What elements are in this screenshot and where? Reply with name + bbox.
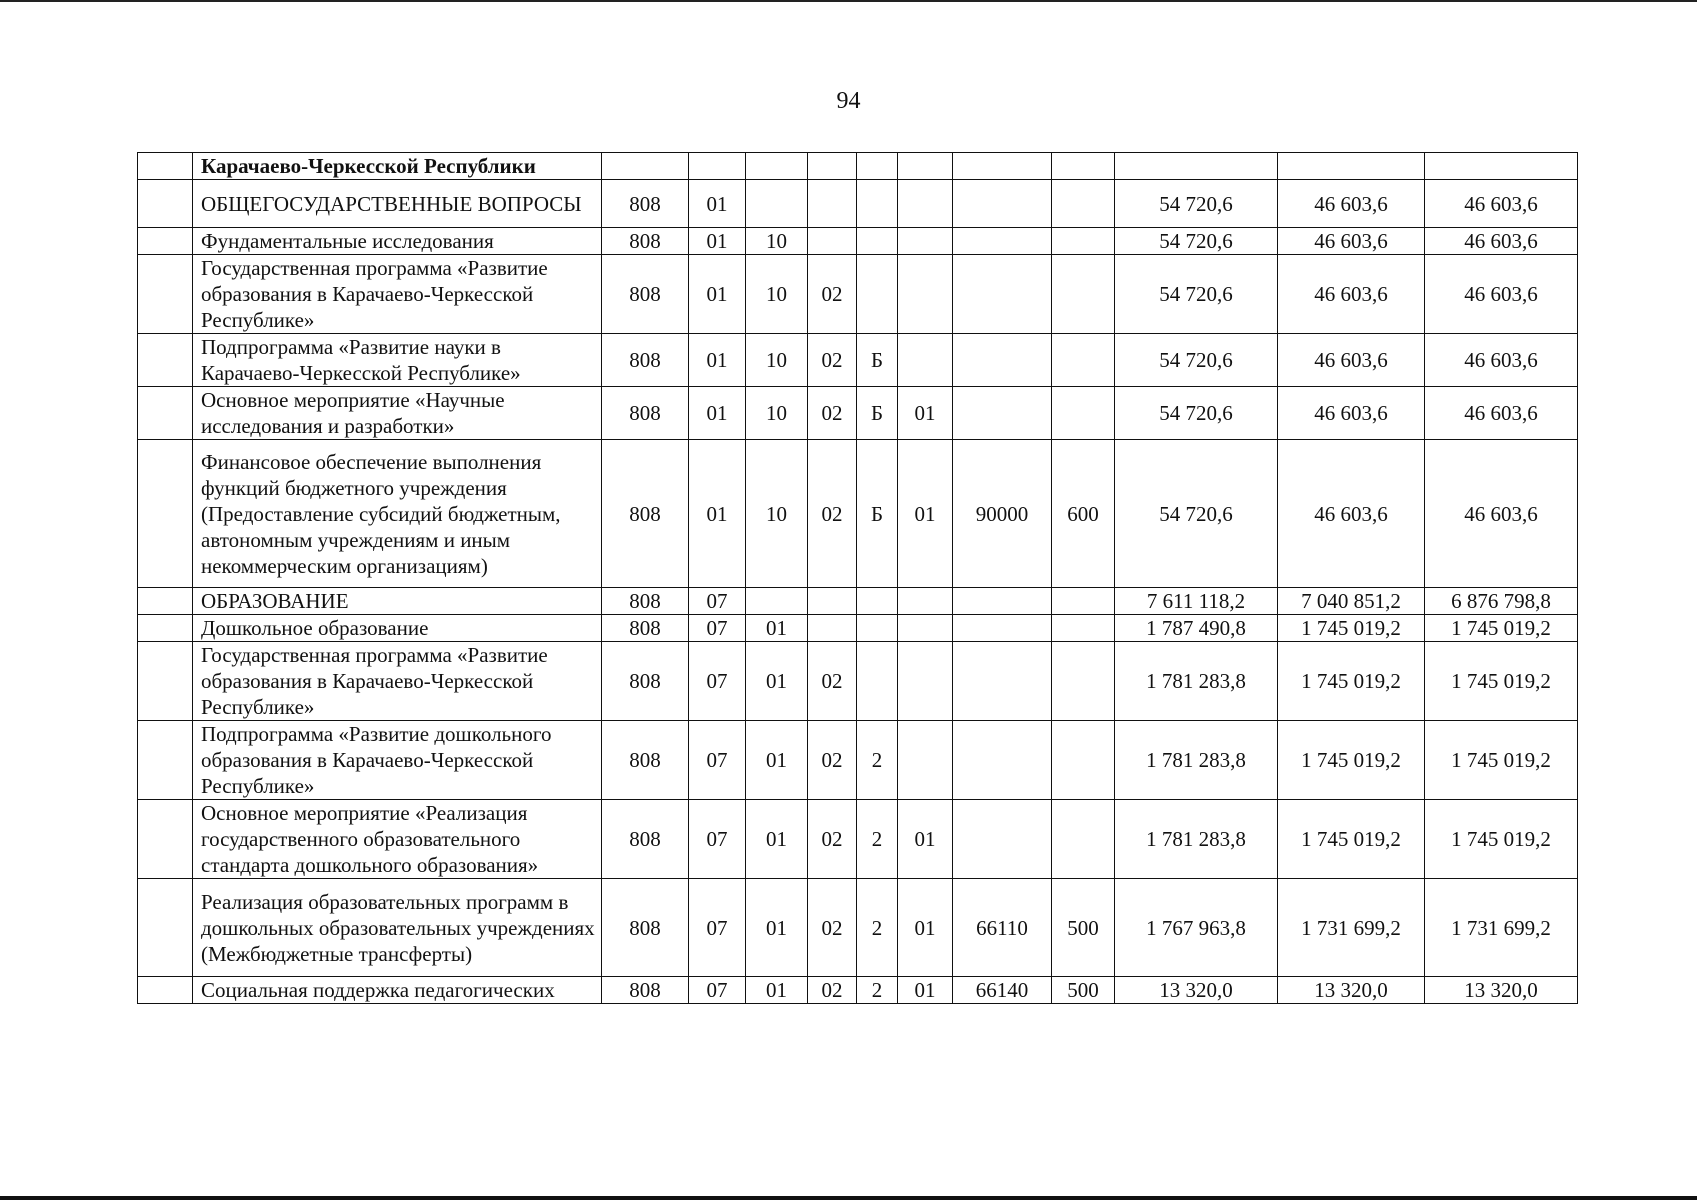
blank-cell — [138, 615, 193, 642]
code-direction: 66110 — [953, 879, 1052, 977]
amount-year-2: 46 603,6 — [1278, 387, 1425, 440]
amount-year-1: 7 611 118,2 — [1115, 588, 1278, 615]
code-direction — [953, 153, 1052, 180]
amount-year-3: 46 603,6 — [1425, 180, 1578, 228]
code-section: 07 — [689, 721, 746, 800]
code-subsection — [746, 588, 808, 615]
code-subsection: 01 — [746, 800, 808, 879]
code-section: 01 — [689, 180, 746, 228]
code-activity — [898, 153, 953, 180]
blank-cell — [138, 721, 193, 800]
blank-cell — [138, 153, 193, 180]
code-activity — [898, 615, 953, 642]
amount-year-1: 1 787 490,8 — [1115, 615, 1278, 642]
blank-cell — [138, 255, 193, 334]
code-ministry: 808 — [602, 800, 689, 879]
table-row — [138, 180, 1578, 228]
code-expense-type — [1052, 588, 1115, 615]
item-name: Карачаево-Черкесской Республики — [193, 153, 602, 180]
code-section: 07 — [689, 642, 746, 721]
amount-year-2: 7 040 851,2 — [1278, 588, 1425, 615]
amount-year-2: 1 745 019,2 — [1278, 800, 1425, 879]
amount-year-3: 1 745 019,2 — [1425, 615, 1578, 642]
code-expense-type — [1052, 180, 1115, 228]
amount-year-1: 54 720,6 — [1115, 440, 1278, 588]
code-expense-type — [1052, 255, 1115, 334]
amount-year-3: 1 745 019,2 — [1425, 800, 1578, 879]
code-subsection: 10 — [746, 387, 808, 440]
code-program: 02 — [808, 879, 857, 977]
code-ministry — [602, 153, 689, 180]
code-direction: 66140 — [953, 977, 1052, 1004]
code-program — [808, 153, 857, 180]
code-direction — [953, 721, 1052, 800]
code-activity: 01 — [898, 387, 953, 440]
amount-year-2 — [1278, 153, 1425, 180]
code-subprogram: Б — [857, 440, 898, 588]
code-ministry: 808 — [602, 588, 689, 615]
item-name: ОБЩЕГОСУДАРСТВЕННЫЕ ВОПРОСЫ — [193, 180, 602, 228]
code-activity — [898, 588, 953, 615]
code-activity: 01 — [898, 440, 953, 588]
code-direction — [953, 180, 1052, 228]
code-ministry: 808 — [602, 879, 689, 977]
code-subsection: 01 — [746, 879, 808, 977]
code-ministry: 808 — [602, 334, 689, 387]
blank-cell — [138, 334, 193, 387]
item-name: Государственная программа «Развитие образования в Карачаево-Черкесской Республике» — [193, 642, 602, 721]
code-direction — [953, 800, 1052, 879]
code-subprogram — [857, 180, 898, 228]
table-row — [138, 977, 1578, 1004]
item-name: Государственная программа «Развитие образования в Карачаево-Черкесской Республике» — [193, 255, 602, 334]
code-subprogram: 2 — [857, 977, 898, 1004]
amount-year-1: 1 767 963,8 — [1115, 879, 1278, 977]
code-ministry: 808 — [602, 977, 689, 1004]
code-subprogram: Б — [857, 334, 898, 387]
code-expense-type — [1052, 721, 1115, 800]
amount-year-1: 1 781 283,8 — [1115, 800, 1278, 879]
table-row — [138, 334, 1578, 387]
code-direction — [953, 588, 1052, 615]
page-number: 94 — [836, 88, 861, 114]
code-activity: 01 — [898, 977, 953, 1004]
table-row — [138, 153, 1578, 180]
amount-year-1: 54 720,6 — [1115, 334, 1278, 387]
code-section: 01 — [689, 255, 746, 334]
amount-year-2: 46 603,6 — [1278, 228, 1425, 255]
item-name: Фундаментальные исследования — [193, 228, 602, 255]
code-expense-type: 500 — [1052, 977, 1115, 1004]
table-row — [138, 255, 1578, 334]
amount-year-3: 1 745 019,2 — [1425, 642, 1578, 721]
code-program: 02 — [808, 800, 857, 879]
code-direction: 90000 — [953, 440, 1052, 588]
amount-year-2: 1 731 699,2 — [1278, 879, 1425, 977]
amount-year-1: 1 781 283,8 — [1115, 721, 1278, 800]
amount-year-1: 1 781 283,8 — [1115, 642, 1278, 721]
amount-year-1: 54 720,6 — [1115, 255, 1278, 334]
code-program: 02 — [808, 255, 857, 334]
blank-cell — [138, 977, 193, 1004]
code-section: 01 — [689, 334, 746, 387]
amount-year-3: 46 603,6 — [1425, 255, 1578, 334]
amount-year-3: 6 876 798,8 — [1425, 588, 1578, 615]
code-activity — [898, 642, 953, 721]
amount-year-2: 13 320,0 — [1278, 977, 1425, 1004]
code-activity — [898, 334, 953, 387]
code-section: 07 — [689, 879, 746, 977]
item-name: Основное мероприятие «Реализация государственного образовательного стандарта дошкольного образования» — [193, 800, 602, 879]
code-subprogram — [857, 228, 898, 255]
code-expense-type — [1052, 228, 1115, 255]
amount-year-1 — [1115, 153, 1278, 180]
amount-year-3: 1 745 019,2 — [1425, 721, 1578, 800]
code-subsection: 10 — [746, 255, 808, 334]
code-expense-type — [1052, 334, 1115, 387]
budget-table — [137, 152, 1578, 1004]
code-activity — [898, 255, 953, 334]
code-ministry: 808 — [602, 642, 689, 721]
code-section: 07 — [689, 588, 746, 615]
code-subprogram: 2 — [857, 800, 898, 879]
item-name: Подпрограмма «Развитие науки в Карачаево-Черкесской Республике» — [193, 334, 602, 387]
code-program: 02 — [808, 440, 857, 588]
blank-cell — [138, 800, 193, 879]
code-section: 01 — [689, 228, 746, 255]
code-program: 02 — [808, 721, 857, 800]
code-subsection — [746, 180, 808, 228]
code-program: 02 — [808, 387, 857, 440]
code-expense-type — [1052, 800, 1115, 879]
code-subprogram — [857, 615, 898, 642]
code-expense-type — [1052, 153, 1115, 180]
code-activity: 01 — [898, 800, 953, 879]
code-program: 02 — [808, 642, 857, 721]
table-row — [138, 228, 1578, 255]
amount-year-3 — [1425, 153, 1578, 180]
amount-year-1: 13 320,0 — [1115, 977, 1278, 1004]
code-activity — [898, 228, 953, 255]
table-body — [138, 153, 1578, 1004]
code-program — [808, 228, 857, 255]
code-subprogram — [857, 588, 898, 615]
code-ministry: 808 — [602, 387, 689, 440]
item-name: Основное мероприятие «Научные исследования и разработки» — [193, 387, 602, 440]
item-name: Социальная поддержка педагогических — [193, 977, 602, 1004]
table-row — [138, 615, 1578, 642]
code-activity: 01 — [898, 879, 953, 977]
amount-year-3: 46 603,6 — [1425, 440, 1578, 588]
item-name: Дошкольное образование — [193, 615, 602, 642]
code-direction — [953, 642, 1052, 721]
code-expense-type: 600 — [1052, 440, 1115, 588]
code-program — [808, 588, 857, 615]
code-expense-type — [1052, 387, 1115, 440]
code-section: 07 — [689, 615, 746, 642]
amount-year-2: 1 745 019,2 — [1278, 721, 1425, 800]
amount-year-1: 54 720,6 — [1115, 180, 1278, 228]
code-ministry: 808 — [602, 615, 689, 642]
code-expense-type: 500 — [1052, 879, 1115, 977]
code-direction — [953, 255, 1052, 334]
code-program — [808, 180, 857, 228]
code-subsection: 01 — [746, 721, 808, 800]
amount-year-2: 46 603,6 — [1278, 255, 1425, 334]
code-ministry: 808 — [602, 180, 689, 228]
table-row — [138, 588, 1578, 615]
code-subsection: 01 — [746, 615, 808, 642]
code-section: 01 — [689, 440, 746, 588]
code-expense-type — [1052, 615, 1115, 642]
scan-top-edge — [0, 0, 1697, 2]
item-name: Подпрограмма «Развитие дошкольного образования в Карачаево-Черкесской Республике» — [193, 721, 602, 800]
scan-bottom-edge — [0, 1196, 1697, 1200]
code-subprogram — [857, 642, 898, 721]
code-subsection — [746, 153, 808, 180]
amount-year-2: 46 603,6 — [1278, 334, 1425, 387]
blank-cell — [138, 879, 193, 977]
code-program: 02 — [808, 334, 857, 387]
code-ministry: 808 — [602, 721, 689, 800]
amount-year-1: 54 720,6 — [1115, 387, 1278, 440]
code-subprogram: 2 — [857, 721, 898, 800]
amount-year-3: 1 731 699,2 — [1425, 879, 1578, 977]
code-direction — [953, 615, 1052, 642]
amount-year-3: 46 603,6 — [1425, 334, 1578, 387]
amount-year-2: 46 603,6 — [1278, 180, 1425, 228]
blank-cell — [138, 440, 193, 588]
code-subprogram: Б — [857, 387, 898, 440]
code-ministry: 808 — [602, 255, 689, 334]
code-direction — [953, 387, 1052, 440]
code-subprogram — [857, 153, 898, 180]
code-expense-type — [1052, 642, 1115, 721]
item-name: ОБРАЗОВАНИЕ — [193, 588, 602, 615]
code-ministry: 808 — [602, 228, 689, 255]
table-row — [138, 387, 1578, 440]
table-row — [138, 800, 1578, 879]
code-subprogram — [857, 255, 898, 334]
amount-year-2: 1 745 019,2 — [1278, 642, 1425, 721]
code-program: 02 — [808, 977, 857, 1004]
amount-year-1: 54 720,6 — [1115, 228, 1278, 255]
item-name: Реализация образовательных программ в дошкольных образовательных учреждениях (Межбюджетные трансферты) — [193, 879, 602, 977]
code-ministry: 808 — [602, 440, 689, 588]
code-subprogram: 2 — [857, 879, 898, 977]
code-direction — [953, 228, 1052, 255]
table-row — [138, 879, 1578, 977]
code-activity — [898, 721, 953, 800]
code-subsection: 10 — [746, 440, 808, 588]
code-subsection: 01 — [746, 977, 808, 1004]
code-program — [808, 615, 857, 642]
amount-year-3: 13 320,0 — [1425, 977, 1578, 1004]
code-subsection: 01 — [746, 642, 808, 721]
amount-year-3: 46 603,6 — [1425, 387, 1578, 440]
table-row — [138, 642, 1578, 721]
blank-cell — [138, 642, 193, 721]
code-activity — [898, 180, 953, 228]
code-section: 01 — [689, 387, 746, 440]
code-section — [689, 153, 746, 180]
blank-cell — [138, 228, 193, 255]
code-section: 07 — [689, 800, 746, 879]
code-subsection: 10 — [746, 228, 808, 255]
amount-year-2: 1 745 019,2 — [1278, 615, 1425, 642]
item-name: Финансовое обеспечение выполнения функций бюджетного учреждения (Предоставление субсидий бюджетным, автономным учреждениям и иным некоммерческим организациям) — [193, 440, 602, 588]
blank-cell — [138, 588, 193, 615]
code-direction — [953, 334, 1052, 387]
blank-cell — [138, 180, 193, 228]
code-section: 07 — [689, 977, 746, 1004]
amount-year-2: 46 603,6 — [1278, 440, 1425, 588]
amount-year-3: 46 603,6 — [1425, 228, 1578, 255]
table-row — [138, 721, 1578, 800]
blank-cell — [138, 387, 193, 440]
table-row — [138, 440, 1578, 588]
code-subsection: 10 — [746, 334, 808, 387]
